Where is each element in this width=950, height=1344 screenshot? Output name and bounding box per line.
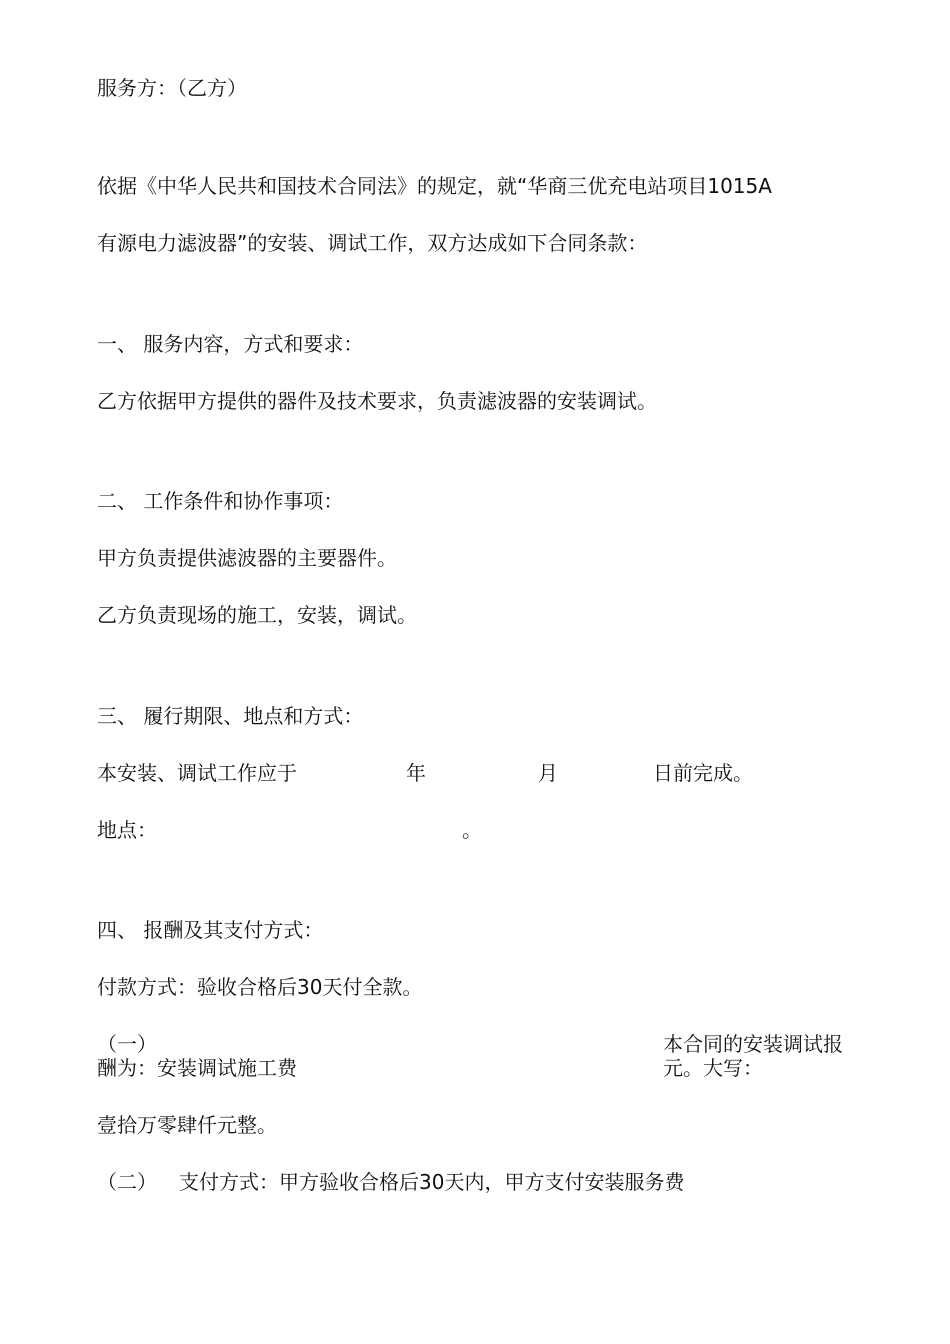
section-1-paragraph: 乙方依据甲方提供的器件及技术要求，负责滤波器的安装调试。 xyxy=(97,389,657,413)
item-2-number: （二） xyxy=(97,1170,157,1194)
item-1-amount: 壹拾万零肆仟元整。 xyxy=(97,1113,277,1137)
deadline-month-label: 月 xyxy=(538,761,558,785)
intro-line-1: 依据《中华人民共和国技术合同法》的规定，就“华商三优充电站项目1015A xyxy=(97,174,772,198)
deadline-year-label: 年 xyxy=(406,761,426,785)
section-2-title: 二、 工作条件和协作事项： xyxy=(97,489,344,513)
location-label: 地点： xyxy=(97,818,157,842)
deadline-prefix: 本安装、调试工作应于 xyxy=(97,761,297,785)
section-4-title: 四、 报酬及其支付方式： xyxy=(97,918,324,942)
payment-method: 付款方式：验收合格后30天付全款。 xyxy=(97,975,423,999)
deadline-suffix: 日前完成。 xyxy=(653,761,753,785)
intro-line-2: 有源电力滤波器”的安装、调试工作，双方达成如下合同条款： xyxy=(97,231,648,255)
section-2-paragraph-1: 甲方负责提供滤波器的主要器件。 xyxy=(97,546,397,570)
item-1-fee-label: 酬为：安装调试施工费 xyxy=(97,1056,297,1080)
location-end: 。 xyxy=(462,818,482,842)
item-1-remuneration-text: 本合同的安装调试报元。大写： xyxy=(663,1032,843,1080)
item-1-number: （一） xyxy=(97,1032,157,1056)
section-1-title: 一、 服务内容，方式和要求： xyxy=(97,332,364,356)
section-3-title: 三、 履行期限、地点和方式： xyxy=(97,704,364,728)
item-2-text: 支付方式：甲方验收合格后30天内，甲方支付安装服务费 xyxy=(179,1170,685,1194)
party-b-label: 服务方：（乙方） xyxy=(97,76,247,100)
section-2-paragraph-2: 乙方负责现场的施工，安装，调试。 xyxy=(97,603,417,627)
